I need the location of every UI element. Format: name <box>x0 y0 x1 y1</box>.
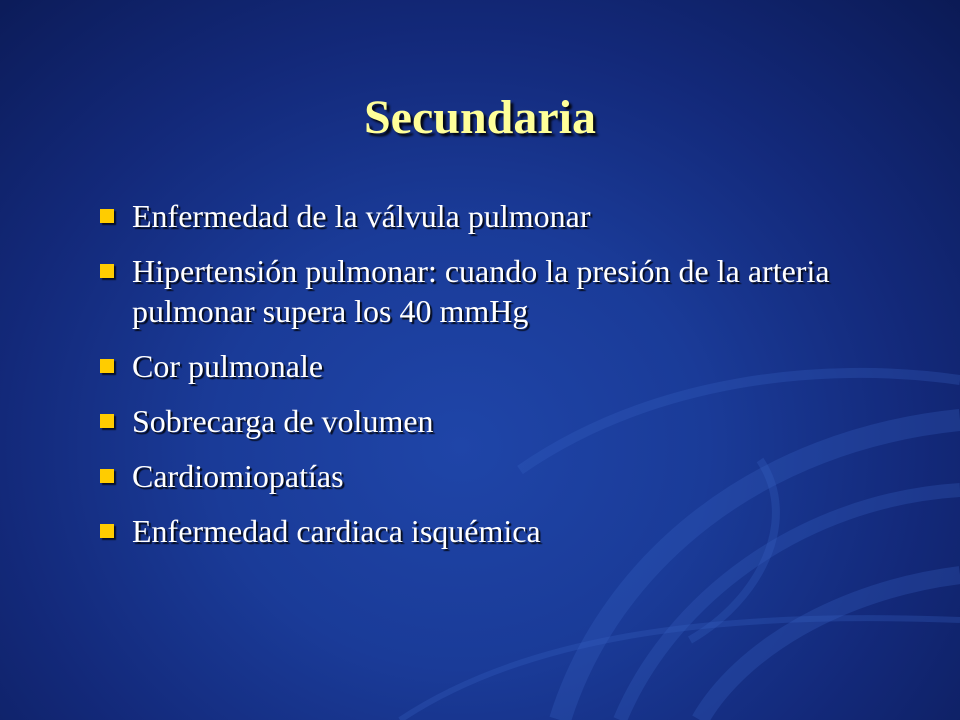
square-bullet-icon <box>100 469 114 483</box>
bullet-text: Sobrecarga de volumen <box>132 403 434 439</box>
bullet-item <box>100 401 860 441</box>
slide-title: Secundaria <box>363 91 597 144</box>
bullet-item <box>100 456 860 496</box>
square-bullet-icon <box>100 359 114 373</box>
bullet-text: Enfermedad cardiaca isquémica <box>132 513 541 549</box>
bullet-item <box>100 346 860 386</box>
bullet-text: Hipertensión pulmonar: cuando la presión de la arteria pulmonar supera los 40 mmHg <box>132 253 830 329</box>
bullet-text: Cor pulmonale <box>132 348 324 384</box>
square-bullet-icon <box>100 209 114 223</box>
bullet-item <box>100 196 860 236</box>
bullet-item <box>100 511 860 551</box>
square-bullet-icon <box>100 264 114 278</box>
square-bullet-icon <box>100 414 114 428</box>
bullet-text: Enfermedad de la válvula pulmonar <box>132 198 591 234</box>
bullet-list <box>100 196 860 566</box>
bullet-item <box>100 251 860 331</box>
bullet-text: Cardiomiopatías <box>132 458 344 494</box>
square-bullet-icon <box>100 524 114 538</box>
